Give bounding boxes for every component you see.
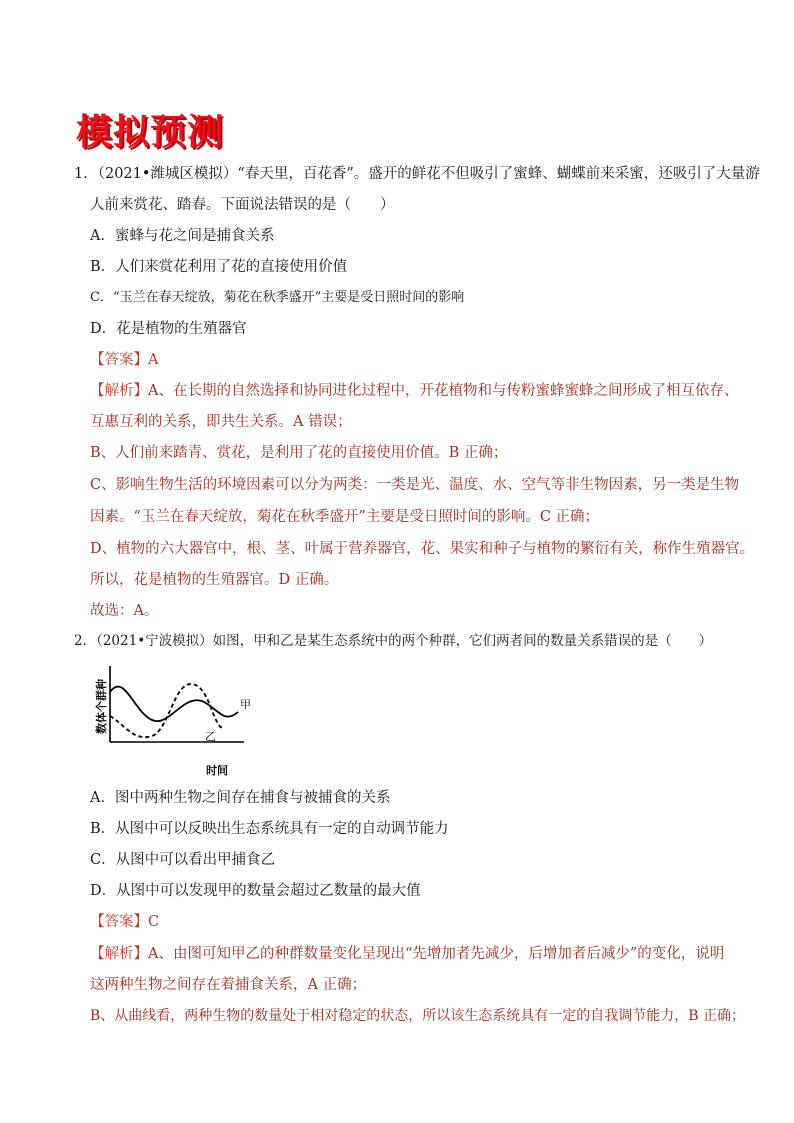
q1-analysis-line5: 因素。“玉兰在春天绽放，菊花在秋季盛开”主要是受日照时间的影响。C 正确；: [90, 509, 600, 525]
analysis-label: 【解析】: [90, 946, 148, 962]
q2-analysis-line2: 这两种生物之间存在着捕食关系，A 正确；: [90, 977, 367, 993]
q1-analysis-line2: 互惠互利的关系，即共生关系。A 错误；: [90, 414, 352, 430]
analysis-text: A、在长期的自然选择和协同进化过程中，开花植物和与传粉蜜蜂蜜蜂之间形成了相互依存、: [148, 383, 739, 399]
q1-analysis-line6: D、植物的六大器官中，根、茎、叶属于营养器官，花、果实和种子与植物的繁衍有关，称作生殖器官。: [90, 541, 755, 557]
answer-value: C: [148, 914, 160, 930]
q1-analysis-line3: B、人们前来踏青、赏花，是利用了花的直接使用价值。B 正确；: [90, 445, 508, 461]
q2-option-d: D．从图中可以发现甲的数量会超过乙数量的最大值: [90, 883, 421, 899]
q1-answer: [90, 350, 158, 370]
y-axis-label: 数体个群种: [95, 679, 108, 734]
q1-analysis-line7: 所以，花是植物的生殖器官。D 正确。: [90, 572, 339, 588]
q1-analysis-line1: [90, 381, 738, 401]
q2-option-b: B．从图中可以反映出生态系统具有一定的自动调节能力: [90, 821, 449, 837]
q2-stem: 2．（2021•宁波模拟）如图，甲和乙是某生态系统中的两个种群，它们两者间的数量关系错误的是（ ）: [74, 633, 713, 649]
q2-analysis-line1: [90, 944, 724, 964]
q2-answer: [90, 912, 159, 932]
q1-option-c: C．“玉兰在春天绽放，菊花在秋季盛开”主要是受日照时间的影响: [90, 290, 465, 305]
q1-option-d: D．花是植物的生殖器官: [90, 321, 247, 337]
q1-stem-line1: 1．（2021•潍城区模拟）“春天里，百花香”。盛开的鲜花不但吸引了蜜蜂、蝴蝶前来采蜜，还吸引了大量游: [74, 166, 760, 182]
q2-analysis-line3: B、从曲线看，两种生物的数量处于相对稳定的状态，所以该生态系统具有一定的自我调节能力，B 正确；: [90, 1008, 746, 1024]
section-heading: 模拟预测: [76, 112, 225, 153]
q1-analysis-line4: C、影响生物生活的环境因素可以分为两类：一类是光、温度、水、空气等非生物因素，另一类是生物: [90, 477, 740, 493]
analysis-label: 【解析】: [90, 383, 148, 399]
population-graph: [94, 662, 254, 778]
q1-option-a: A．蜜蜂与花之间是捕食关系: [90, 228, 275, 244]
q1-analysis-line8: 故选：A。: [90, 603, 159, 619]
q2-option-c: C．从图中可以看出甲捕食乙: [90, 852, 276, 868]
q1-stem-line2: 人前来赏花、踏春。下面说法错误的是（ ）: [90, 197, 395, 213]
analysis-text: A、由图可知甲乙的种群数量变化呈现出“先增加者先减少，后增加者后减少”的变化，说明: [148, 946, 725, 962]
x-axis-label: 时间: [206, 764, 228, 777]
answer-label: 【答案】: [90, 914, 148, 930]
series-jia-label: 甲: [240, 698, 251, 711]
q1-option-b: B．人们来赏花利用了花的直接使用价值: [90, 259, 348, 275]
q2-option-a: A．图中两种生物之间存在捕食与被捕食的关系: [90, 790, 391, 806]
series-yi-label: 乙: [205, 730, 216, 743]
answer-label: 【答案】: [90, 352, 148, 368]
series-jia-curve: [110, 686, 238, 721]
answer-value: A: [148, 352, 159, 368]
